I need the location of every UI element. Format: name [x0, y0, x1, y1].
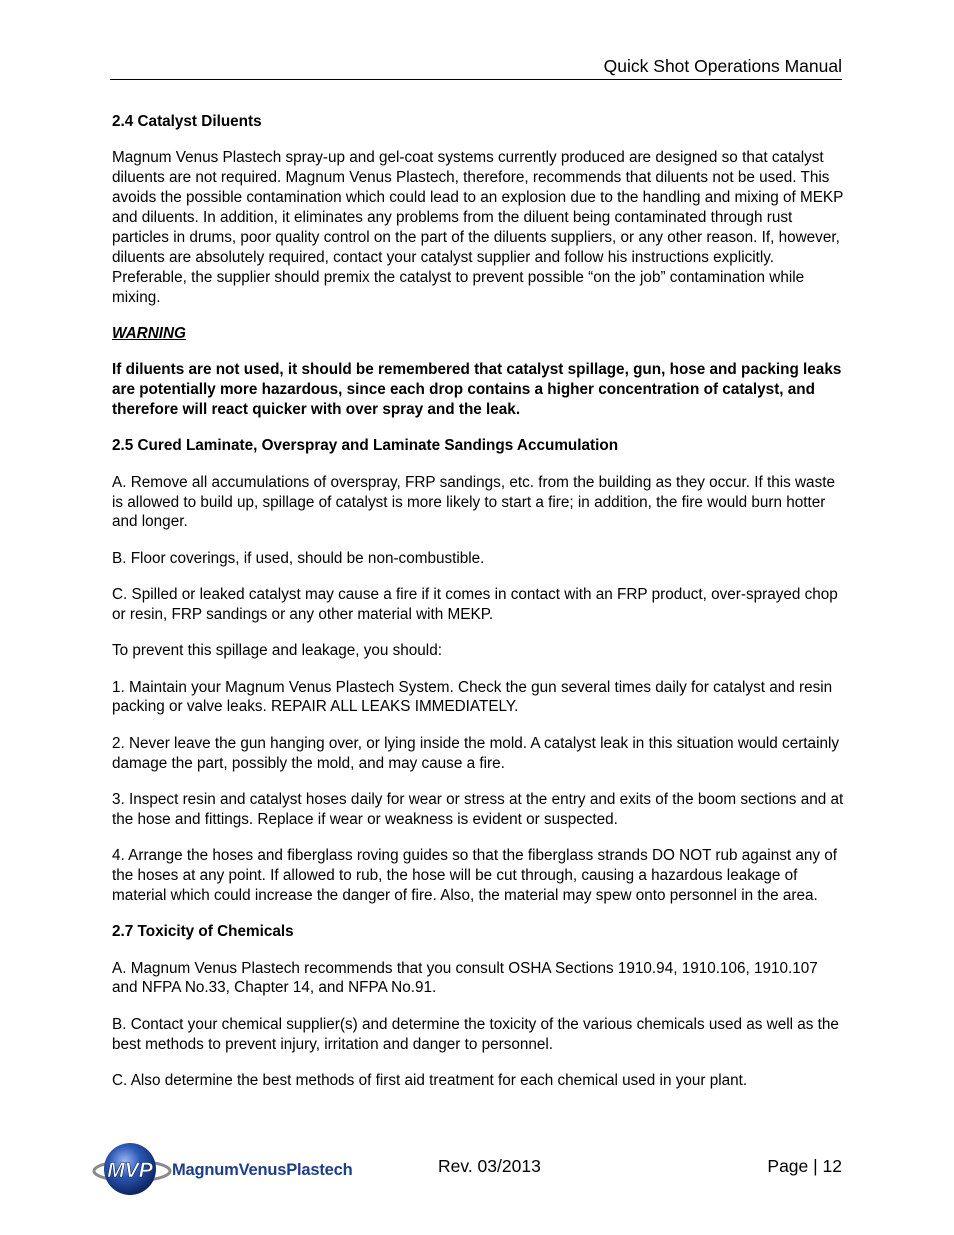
section-heading-2-4: 2.4 Catalyst Diluents	[112, 113, 262, 130]
paragraph-spilled-catalyst: C. Spilled or leaked catalyst may cause a fire if it comes in contact with an FRP product, over-sprayed chop or resin, FRP sandings or any other material with MEKP.	[112, 586, 838, 623]
paragraph-prevent-intro: To prevent this spillage and leakage, you should:	[112, 642, 442, 660]
logo-wordmark: MagnumVenusPlastech	[172, 1161, 353, 1179]
mvp-sphere-icon	[90, 1139, 174, 1199]
company-logo	[90, 1139, 390, 1199]
list-item-1: 1. Maintain your Magnum Venus Plastech System. Check the gun several times daily for catalyst and resin packing or valve leaks. REPAIR ALL LEAKS IMMEDIATELY.	[112, 678, 833, 716]
document-body	[112, 112, 844, 1091]
paragraph-diluents: Magnum Venus Plastech spray-up and gel-coat systems currently produced are designed so that catalyst diluents are not required. Magnum Venus Plastech, therefore, recommends that diluents not be used. This avoids the possible contamination which could lead to an explosion due to the handling and mixing of MEKP and diluents. In addition, it eliminates any problems from the diluent being contaminated through rust particles in drums, poor quality control on the part of the diluents suppliers, or any other reason. If, however, diluents are absolutely required, contact your catalyst supplier and follow his instructions explicitly. Preferable, the supplier should premix the catalyst to prevent possible “on the job” contamination while mixing.	[112, 149, 844, 306]
warning-label: WARNING	[112, 324, 186, 342]
section-heading-2-7: 2.7 Toxicity of Chemicals	[112, 923, 294, 941]
manual-title: Quick Shot Operations Manual	[603, 56, 842, 76]
paragraph-chemical-supplier: B. Contact your chemical supplier(s) and determine the toxicity of the various chemicals used as well as the best methods to prevent injury, irritation and danger to personnel.	[112, 1015, 839, 1053]
section-heading-2-5: 2.5 Cured Laminate, Overspray and Laminate Sandings Accumulation	[112, 437, 619, 455]
page-header	[110, 54, 842, 80]
logo-badge-text: MVP	[107, 1159, 153, 1182]
page-number: Page | 12	[767, 1156, 842, 1176]
list-item-4: 4. Arrange the hoses and fiberglass roving guides so that the fiberglass strands DO NOT rub against any of the hoses at any point. If allowed to rub, the hose will be cut through, causing a hazardous leakage of material which could increase the danger of fire. Also, the material may spew onto personnel in the area.	[112, 847, 838, 904]
paragraph-remove-accumulations: A. Remove all accumulations of overspray, FRP sandings, etc. from the building as they occur. If this waste is allowed to build up, spillage of catalyst is more likely to start a fire; in addition, the fire would burn hotter and longer.	[112, 473, 835, 531]
paragraph-floor-coverings: B. Floor coverings, if used, should be non-combustible.	[112, 549, 485, 567]
paragraph-osha: A. Magnum Venus Plastech recommends that you consult OSHA Sections 1910.94, 1910.106, 1910.107 and NFPA No.33, Chapter 14, and NFPA No.91.	[112, 959, 818, 997]
paragraph-first-aid: C. Also determine the best methods of first aid treatment for each chemical used in your plant.	[112, 1071, 748, 1089]
warning-text: If diluents are not used, it should be remembered that catalyst spillage, gun, hose and packing leaks are potentially more hazardous, since each drop contains a higher concentration of catalyst, and therefore will react quicker with over spray and the leak.	[112, 361, 842, 419]
list-item-2: 2. Never leave the gun hanging over, or lying inside the mold. A catalyst leak in this situation would certainly damage the part, possibly the mold, and may cause a fire.	[112, 734, 840, 772]
list-item-3: 3. Inspect resin and catalyst hoses daily for wear or stress at the entry and exits of the boom sections and at the hose and fittings. Replace if wear or weakness is evident or suspected.	[112, 790, 844, 828]
revision-date: Rev. 03/2013	[438, 1156, 541, 1176]
